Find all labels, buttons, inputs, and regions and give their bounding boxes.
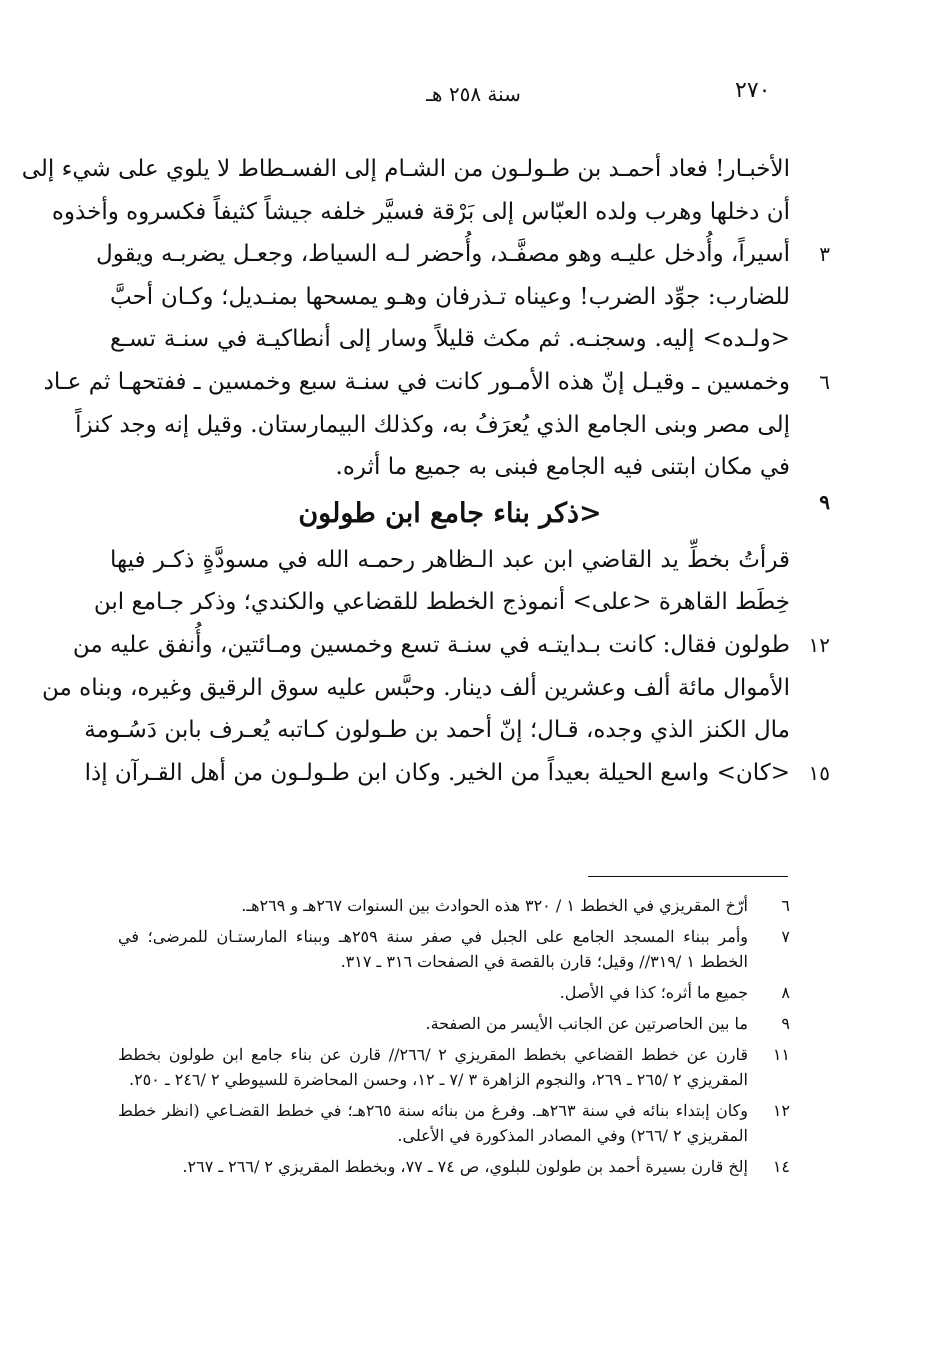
text-line	[84, 752, 830, 795]
text-line	[51, 191, 790, 234]
text-line	[110, 318, 790, 361]
line-number: ٦	[819, 369, 830, 394]
line-text: للضارب: جوِّد الضرب! وعيناه تـذرفان وهـو يمسحها بمنـديل؛ وكـان أحبَّ	[110, 283, 790, 310]
footnote-text: وأمر ببناء المسجد الجامع على الجبل في صفر سنة ٢٥٩هـ وببناء المارستـان للمرضى؛ في الخطط ١ /٣١٩// وقيل؛ قارن بالقصة في الصفحات ٣١٦ ـ ٣١٧.	[118, 927, 748, 971]
section-heading	[110, 489, 830, 539]
footnote	[118, 1042, 790, 1092]
line-text: مال الكنز الذي وجده، قـال؛ إنّ أحمد بن طـولون كـاتبه يُعـرف بابن دَسُـومة	[84, 717, 790, 744]
text-line	[72, 624, 830, 667]
footnote-text: ما بين الحاصرتين عن الجانب الأيسر من الصفحة.	[425, 1014, 748, 1033]
footnote	[118, 893, 790, 918]
main-text	[21, 148, 830, 794]
text-line	[75, 404, 790, 447]
text-line	[93, 581, 790, 624]
line-number: ٩	[819, 489, 830, 514]
line-text: الأخبـار! فعاد أحمـد بن طـولـون من الشـام إلى الفسـطاط لا يلوي على شيء إلى	[21, 156, 790, 182]
footnote-number: ١١	[772, 1045, 790, 1064]
footnote	[118, 980, 790, 1005]
running-title: سنة ٢٥٨ هـ	[426, 82, 521, 106]
footnote	[118, 1011, 790, 1036]
text-line	[110, 446, 790, 489]
text-line	[21, 148, 790, 191]
footnote-number: ٨	[781, 983, 790, 1002]
heading-text: <ذكر بناء جامع ابن طولون	[298, 497, 602, 529]
line-text: وخمسين ـ وقيـل إنّ هذه الأمـور كانت في سنـة سبع وخمسين ـ ففتحهـا ثم عـاد	[43, 368, 790, 395]
footnote-number: ٩	[781, 1014, 790, 1033]
footnote-divider	[588, 876, 788, 877]
line-text: أسيراً، وأُدخل عليـه وهو مصفَّـد، وأُحضر لـه السياط، وجعـل يضربـه ويقول	[96, 241, 790, 268]
footnote-number: ٦	[781, 896, 790, 915]
footnote	[118, 1098, 790, 1148]
footnote-text: قارن عن خطط القضاعي بخطط المقريزي ٢ /٢٦٦// قارن عن بناء جامع ابن طولون بخطط المقريزي ٢ /٢٦٥ ـ ٢٦٩، والنجوم الزاهرة ٣ /٧ ـ ١٢، وحسن المحاضرة للسيوطي ٢ /٢٤٦ ـ ٢٥٠.	[118, 1045, 748, 1089]
line-text: قرأتُ بخطِّ يد القاضي ابن عبد الـظاهر رحمـه الله في مسودَّةٍ ذكـر فيها	[110, 546, 790, 573]
text-line	[84, 709, 790, 752]
text-line	[110, 539, 790, 582]
footnote-number: ١٢	[772, 1101, 790, 1120]
footnote-text: إلخ قارن بسيرة أحمد بن طولون للبلوي، ص ٧٤ ـ ٧٧، وبخطط المقريزي ٢ /٢٦٦ ـ ٢٦٧.	[182, 1157, 748, 1176]
line-text: <ولـده> إليه. وسجنـه. ثم مكث قليلاً وسار إلى أنطاكيـة في سنـة تسـع	[110, 326, 790, 353]
line-text: إلى مصر وبنى الجامع الذي يُعرَفُ به، وكذلك البيمارستان. وقيل إنه وجد كنزاً	[75, 411, 790, 438]
line-number: ١٥	[808, 760, 830, 785]
footnote-number: ٧	[781, 927, 790, 946]
line-text: طولون فقال: كانت بـدايتـه في سنـة تسع وخمسين ومـائتين، وأُنفق عليه من	[72, 631, 790, 658]
page-header	[0, 72, 947, 112]
page-number: ٢٧٠	[735, 78, 771, 103]
text-line	[96, 233, 830, 276]
text-line	[110, 276, 790, 319]
line-number: ١٢	[808, 632, 830, 657]
footnote-text: جميع ما أثره؛ كذا في الأصل.	[559, 983, 748, 1002]
footnote-text: وكان إبتداء بنائه في سنة ٢٦٣هـ. وفرغ من بنائه سنة ٢٦٥هـ؛ في خطط القضـاعي (انظر خطط المقريزي ٢ /٢٦٦) وفي المصادر المذكورة في الأعلى.	[118, 1101, 749, 1145]
line-text: <كان> واسع الحيلة بعيداً من الخير. وكان ابن طـولـون من أهل القـرآن إذا	[84, 759, 790, 786]
line-text: في مكان ابتنى فيه الجامع فبنى به جميع ما أثره.	[335, 454, 790, 481]
footnotes	[118, 893, 790, 1185]
line-text: الأموال مائة ألف وعشرين ألف دينار. وحبَّس عليه سوق الرقيق وغيره، وبناه من	[42, 674, 790, 701]
footnote	[118, 1154, 790, 1179]
line-text: أن دخلها وهرب ولده العبّاس إلى بَرْقة فسيَّر خلفه جيشاً كثيفاً فكسروه وأخذوه	[51, 198, 790, 225]
text-line	[42, 667, 790, 710]
text-line	[43, 361, 830, 404]
footnote-number: ١٤	[772, 1157, 790, 1176]
line-text: خِطَط القاهرة <على> أنموذج الخطط للقضاعي والكندي؛ وذكر جـامع ابن	[93, 589, 790, 616]
line-number: ٣	[819, 242, 830, 267]
footnote	[118, 924, 790, 974]
footnote-text: أرّخ المقريزي في الخطط ١ / ٣٢٠ هذه الحوادث بين السنوات ٢٦٧هـ و ٢٦٩هـ.	[241, 896, 748, 915]
